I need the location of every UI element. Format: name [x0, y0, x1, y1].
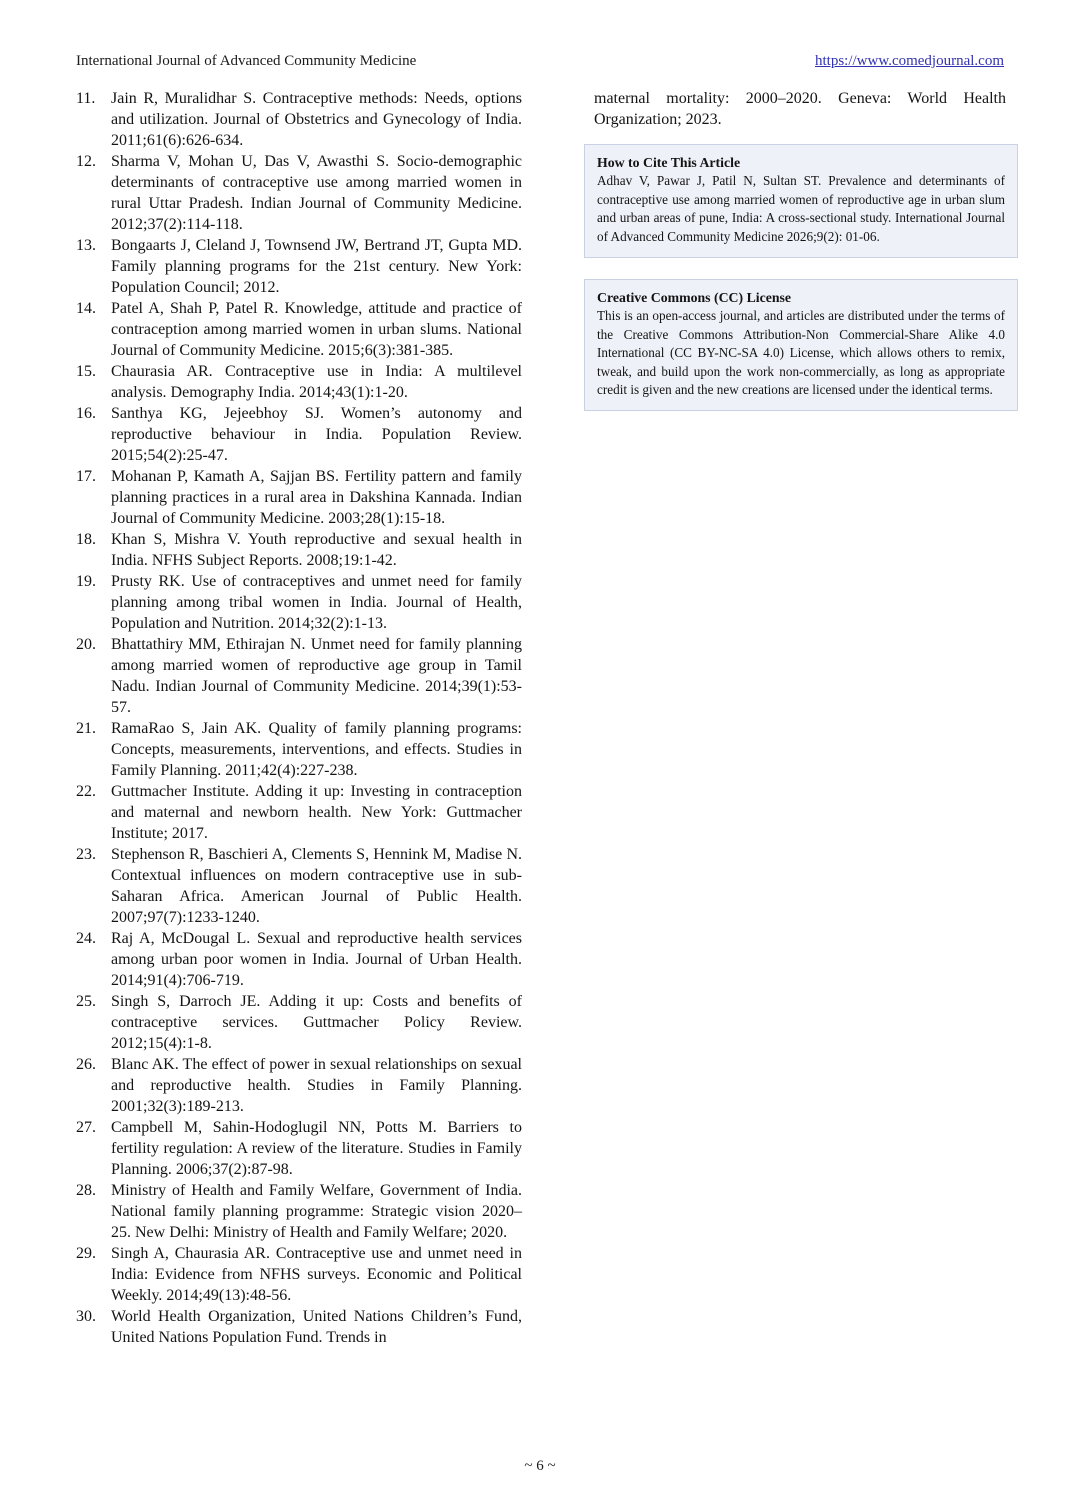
reference-text: Khan S, Mishra V. Youth reproductive and sexual health in India. NFHS Subject Reports. 2008;19:1-42. [111, 531, 522, 569]
reference-item [76, 634, 522, 718]
reference-item [76, 1117, 522, 1180]
cc-license-box [584, 279, 1018, 411]
reference-text: Guttmacher Institute. Adding it up: Investing in contraception and maternal and newborn health. New York: Guttmacher Institute; 2017. [111, 783, 522, 842]
reference-number: 26. [76, 1056, 96, 1073]
reference-item [76, 928, 522, 991]
reference-item [76, 844, 522, 928]
reference-item [76, 298, 522, 361]
reference-list [76, 88, 522, 1348]
reference-number: 18. [76, 531, 96, 548]
reference-number: 23. [76, 846, 96, 863]
reference-number: 14. [76, 300, 96, 317]
reference-number: 16. [76, 405, 96, 422]
reference-number: 21. [76, 720, 96, 737]
reference-number: 17. [76, 468, 96, 485]
reference-item [76, 1306, 522, 1348]
reference-text: Santhya KG, Jejeebhoy SJ. Women’s autonomy and reproductive behaviour in India. Population Review. 2015;54(2):25-47. [111, 405, 522, 464]
reference-item [76, 151, 522, 235]
cc-license-title: Creative Commons (CC) License [597, 290, 792, 306]
reference-item [76, 235, 522, 298]
reference-item [76, 991, 522, 1054]
two-column-body [76, 88, 1006, 1348]
reference-number: 20. [76, 636, 96, 653]
reference-text: Campbell M, Sahin-Hodoglugil NN, Potts M. Barriers to fertility regulation: A review of the literature. Studies in Family Planning. 2006;37(2):87-98. [111, 1119, 522, 1178]
how-to-cite-title: How to Cite This Article [597, 155, 741, 170]
reference-text: Raj A, McDougal L. Sexual and reproductive health services among urban poor women in India. Journal of Urban Health. 2014;91(4):706-719. [111, 930, 522, 989]
how-to-cite-box [584, 144, 1018, 258]
reference-item [76, 88, 522, 151]
reference-number: 15. [76, 363, 96, 380]
reference-item [76, 781, 522, 844]
reference-item [76, 1243, 522, 1306]
reference-item [76, 1180, 522, 1243]
reference-text: Ministry of Health and Family Welfare, Government of India. National family planning programme: Strategic vision 2020–25. New Delhi: Ministry of Health and Family Welfare; 2020. [111, 1182, 522, 1241]
reference-text: Bongaarts J, Cleland J, Townsend JW, Bertrand JT, Gupta MD. Family planning programs for the 21st century. New York: Population Council; 2012. [111, 237, 522, 296]
reference-text: Blanc AK. The effect of power in sexual relationships on sexual and reproductive health. Studies in Family Planning. 2001;32(3):189-213. [111, 1056, 522, 1115]
reference-number: 22. [76, 783, 96, 800]
reference-text: RamaRao S, Jain AK. Quality of family planning programs: Concepts, measurements, interventions, and effects. Studies in Family Planning. 2011;42(4):227-238. [111, 720, 522, 779]
reference-number: 13. [76, 237, 96, 254]
reference-number: 12. [76, 153, 96, 170]
reference-item [76, 529, 522, 571]
cc-license-text: This is an open-access journal, and articles are distributed under the terms of the Creative Commons Attribution-Non Commercial-Share Alike 4.0 International (CC BY-NC-SA 4.0) License, which allows others to remix, tweak, and build upon the work non-commercially, as long as appropriate credit is given and the new creations are licensed under the identical terms. [597, 308, 1005, 398]
reference-number: 11. [76, 90, 96, 107]
page-header [76, 52, 1004, 70]
reference-number: 25. [76, 993, 96, 1010]
reference-number: 28. [76, 1182, 96, 1199]
reference-item [76, 718, 522, 781]
journal-url-link[interactable]: https://www.comedjournal.com [815, 53, 1004, 69]
page-number: ~ 6 ~ [524, 1458, 556, 1474]
reference-number: 27. [76, 1119, 96, 1136]
reference-text: Bhattathiry MM, Ethirajan N. Unmet need for family planning among married women of reproductive age group in Tamil Nadu. Indian Journal of Community Medicine. 2014;39(1):53-57. [111, 636, 522, 716]
reference-item [76, 361, 522, 403]
reference-item [76, 571, 522, 634]
reference-text: Singh A, Chaurasia AR. Contraceptive use and unmet need in India: Evidence from NFHS surveys. Economic and Political Weekly. 2014;49(13):48-56. [111, 1245, 522, 1304]
reference-number: 24. [76, 930, 96, 947]
reference-number: 29. [76, 1245, 96, 1262]
reference-text: World Health Organization, United Nations Children’s Fund, United Nations Population Fund. Trends in [111, 1308, 522, 1346]
reference-continuation-text: maternal mortality: 2000–2020. Geneva: World Health Organization; 2023. [594, 90, 1006, 128]
journal-title: International Journal of Advanced Community Medicine [76, 53, 417, 69]
reference-text: Jain R, Muralidhar S. Contraceptive methods: Needs, options and utilization. Journal of Obstetrics and Gynecology of India. 2011;61(6):626-634. [111, 90, 522, 149]
reference-text: Patel A, Shah P, Patel R. Knowledge, attitude and practice of contraception among married women in urban slums. National Journal of Community Medicine. 2015;6(3):381-385. [111, 300, 522, 359]
reference-text: Sharma V, Mohan U, Das V, Awasthi S. Socio-demographic determinants of contraceptive use among married women in rural Uttar Pradesh. Indian Journal of Community Medicine. 2012;37(2):114-118. [111, 153, 522, 233]
reference-number: 30. [76, 1308, 96, 1325]
reference-number: 19. [76, 573, 96, 590]
reference-text: Stephenson R, Baschieri A, Clements S, Hennink M, Madise N. Contextual influences on modern contraceptive use in sub-Saharan Africa. American Journal of Public Health. 2007;97(7):1233-1240. [111, 846, 522, 926]
reference-item [76, 1054, 522, 1117]
reference-text: Mohanan P, Kamath A, Sajjan BS. Fertility pattern and family planning practices in a rural area in Dakshina Kannada. Indian Journal of Community Medicine. 2003;28(1):15-18. [111, 468, 522, 527]
reference-text: Singh S, Darroch JE. Adding it up: Costs and benefits of contraceptive services. Guttmacher Policy Review. 2012;15(4):1-8. [111, 993, 522, 1052]
reference-text: Chaurasia AR. Contraceptive use in India: A multilevel analysis. Demography India. 2014;43(1):1-20. [111, 363, 522, 401]
reference-item [76, 403, 522, 466]
reference-text: Prusty RK. Use of contraceptives and unmet need for family planning among tribal women in India. Journal of Health, Population and Nutrition. 2014;32(2):1-13. [111, 573, 522, 632]
reference-item [76, 466, 522, 529]
right-column [594, 88, 1006, 1348]
left-column [76, 88, 522, 1348]
how-to-cite-text: Adhav V, Pawar J, Patil N, Sultan ST. Prevalence and determinants of contraceptive use among married women of reproductive age in urban slum and urban areas of pune, India: A cross-sectional study. International Journal of Advanced Community Medicine 2026;9(2): 01-06. [597, 173, 1005, 244]
